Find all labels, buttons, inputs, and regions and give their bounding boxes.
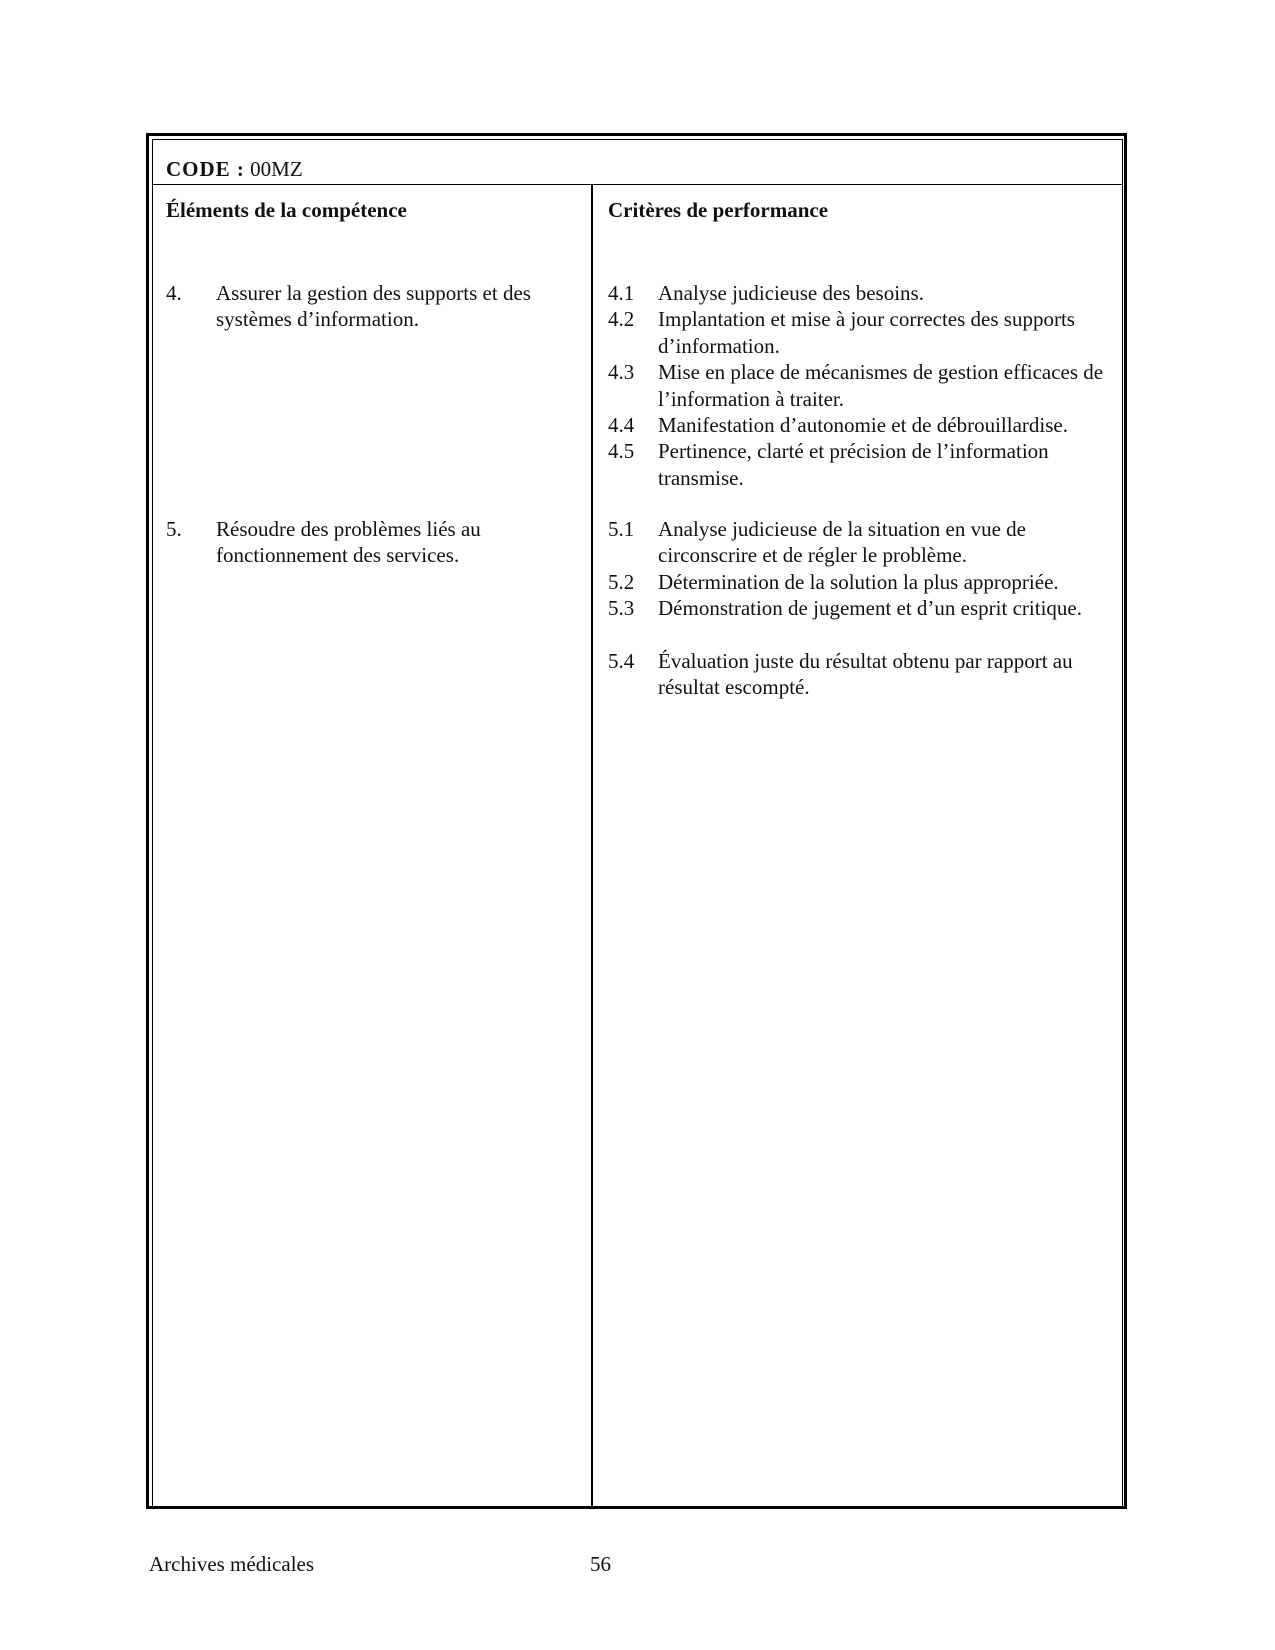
criterion-text: Manifestation d’autonomie et de débrouillardise. bbox=[658, 413, 1068, 437]
column-divider bbox=[591, 184, 593, 1506]
code-line bbox=[166, 157, 303, 182]
criterion-text: Implantation et mise à jour correctes des supports d’information. bbox=[658, 307, 1075, 358]
criterion-text: Pertinence, clarté et précision de l’information transmise. bbox=[658, 439, 1049, 490]
element-text: Résoudre des problèmes liés au fonctionnement des services. bbox=[216, 517, 481, 568]
element-number: 5. bbox=[166, 517, 182, 541]
header-divider bbox=[152, 184, 1123, 185]
footer-title: Archives médicales bbox=[149, 1552, 315, 1576]
element-text: Assurer la gestion des supports et des systèmes d’information. bbox=[216, 281, 531, 332]
criterion-text: Analyse judicieuse de la situation en vue de circonscrire et de régler le problème. bbox=[658, 517, 1026, 568]
criterion-text: Démonstration de jugement et d’un esprit critique. bbox=[658, 596, 1082, 621]
elements-heading: Éléments de la compétence bbox=[166, 198, 407, 222]
criterion-number: 4.4 bbox=[608, 413, 635, 437]
criterion-number: 4.3 bbox=[608, 360, 635, 385]
code-label: CODE : bbox=[166, 157, 245, 181]
element-number: 4. bbox=[166, 281, 182, 305]
code-value: 00MZ bbox=[250, 157, 303, 181]
criterion-number: 4.5 bbox=[608, 439, 635, 464]
criterion-number: 4.2 bbox=[608, 307, 635, 332]
criterion-text: Analyse judicieuse des besoins. bbox=[658, 281, 924, 305]
page-number: 56 bbox=[590, 1552, 611, 1576]
criterion-number: 5.1 bbox=[608, 517, 635, 541]
criterion-text: Évaluation juste du résultat obtenu par rapport au résultat escompté. bbox=[658, 649, 1073, 700]
criterion-number: 5.4 bbox=[608, 649, 635, 673]
criteria-heading: Critères de performance bbox=[608, 198, 829, 222]
criterion-number: 4.1 bbox=[608, 281, 635, 305]
criterion-number: 5.2 bbox=[608, 569, 635, 594]
criterion-text: Détermination de la solution la plus appropriée. bbox=[658, 569, 1059, 594]
criterion-number: 5.3 bbox=[608, 596, 635, 621]
criterion-text: Mise en place de mécanismes de gestion efficaces de l’information à traiter. bbox=[658, 360, 1104, 411]
